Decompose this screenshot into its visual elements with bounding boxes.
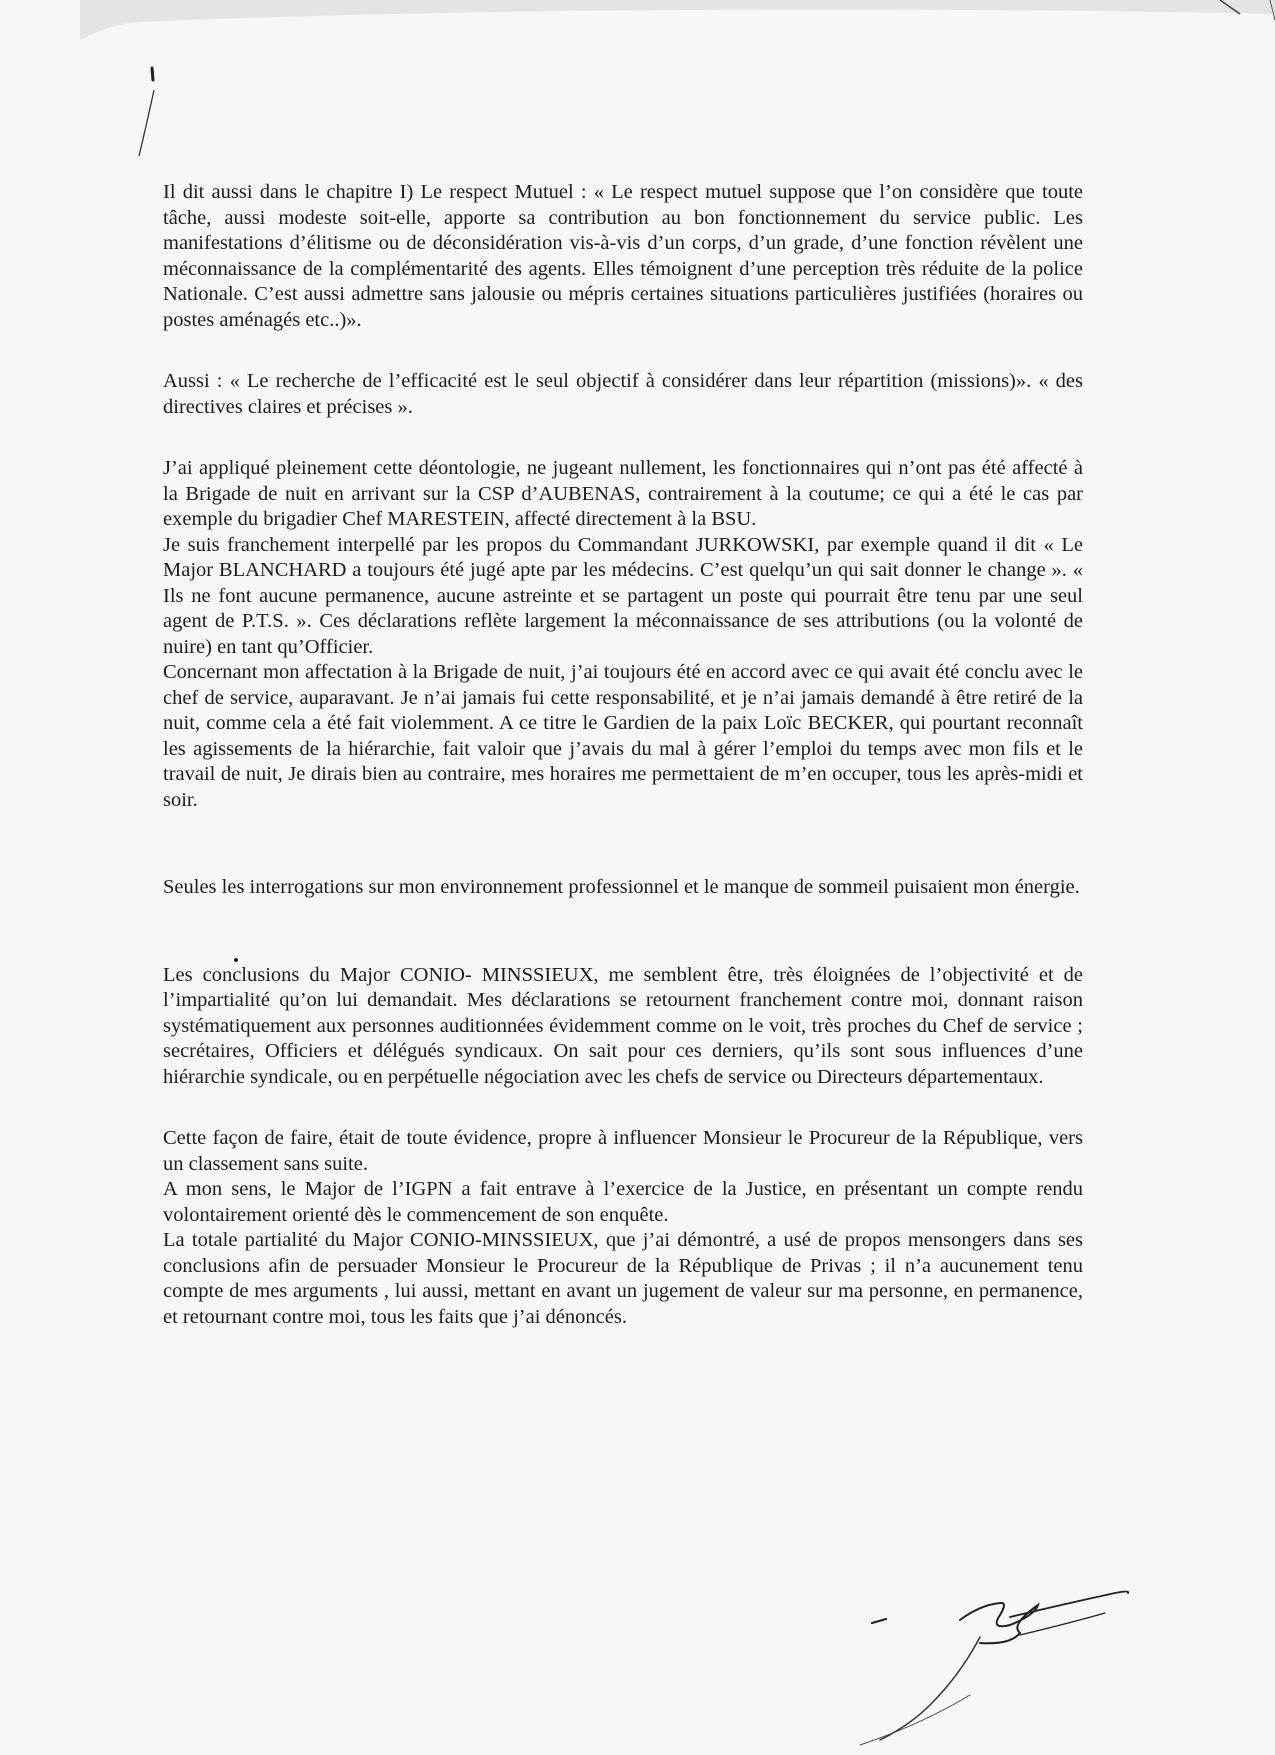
paragraph-interrogations: Seules les interrogations sur mon environnement professionnel et le manque de sommeil puisaient mon énergie.: [163, 876, 1080, 898]
paragraph-procureur: Cette façon de faire, était de toute évidence, propre à influencer Monsieur le Procureur de la République, vers un classement sans suite.: [163, 1127, 1083, 1175]
paragraph-aussi: Aussi : « Le recherche de l’efficacité est le seul objectif à considérer dans leur répartition (missions)». « des directives claires et précises ».: [163, 370, 1083, 418]
handwritten-signature: [860, 1575, 1170, 1750]
paragraph-igpn: A mon sens, le Major de l’IGPN a fait entrave à l’exercice de la Justice, en présentant un compte rendu volontairement orienté dès le commencement de son enquête.: [163, 1178, 1083, 1226]
paragraph-commandant: Je suis franchement interpellé par les propos du Commandant JURKOWSKI, par exemple quand il dit « Le Major BLANCHARD a toujours été jugé apte par les médecins. C’est quelqu’un qui sait donner le change ». « Ils ne font aucune permanence, aucune astreinte et se partagent un poste qui pourrait être tenu par une seul agent de P.T.S. ». Ces déclarations reflète largement la méconnaissance de ses attributions (ou la volonté de nuire) en tant qu’Officier.: [163, 533, 1083, 658]
paragraph-brigade-de-nuit: Concernant mon affectation à la Brigade de nuit, j’ai toujours été en accord avec ce qui avait été conclu avec le chef de service, auparavant. Je n’ai jamais fui cette responsabilité, et je n’ai jamais demandé à être retiré de la nuit, comme cela a été fait violemment. A ce titre le Gardien de la paix Loïc BECKER, qui pourtant reconnaît les agissements de la hiérarchie, fait valoir que j’avais du mal à gérer l’emploi du temps avec mon fils et le travail de nuit, Je dirais bien au contraire, mes horaires me permettaient de m’en occuper, tous les après-midi et soir.: [163, 661, 1083, 811]
stray-dot: [234, 958, 238, 962]
scan-edge-shadow: [80, 0, 1275, 70]
margin-pen-mark: [138, 58, 178, 158]
paragraph-partialite: La totale partialité du Major CONIO-MINSSIEUX, que j’ai démontré, a usé de propos mensongers dans ses conclusions afin de persuader Monsieur le Procureur de la République de Privas ; il n’a aucunement tenu compte de mes arguments , lui aussi, mettant en avant un jugement de valeur sur ma personne, en permanence, et retournant contre moi, tous les faits que j’ai dénoncés.: [163, 1229, 1083, 1328]
paragraph-conclusions: Les conclusions du Major CONIO- MINSSIEUX, me semblent être, très éloignées de l’objectivité et de l’impartialité qu’on lui demandait. Mes déclarations se retournent franchement contre moi, donnant raison systématiquement aux personnes auditionnées évidemment comme on le voit, très proches du Chef de service ; secrétaires, Officiers et délégués syndicaux. On sait pour ces derniers, qu’ils sont sous influences d’une hiérarchie syndicale, ou en perpétuelle négociation avec les chefs de service ou Directeurs départementaux.: [163, 963, 1083, 1088]
paragraph-respect-mutuel: Il dit aussi dans le chapitre I) Le respect Mutuel : « Le respect mutuel suppose que l’on considère que toute tâche, aussi modeste soit-elle, apporte sa contribution au bon fonctionnement du service public. Les manifestations d’élitisme ou de déconsidération vis-à-vis d’un corps, d’un grade, d’une fonction révèlent une méconnaissance de la complémentarité des agents. Elles témoignent d’une perception très réduite de la police Nationale. C’est aussi admettre sans jalousie ou mépris certaines situations particulières justifiées (horaires ou postes aménagés etc..)».: [163, 181, 1083, 331]
paragraph-deontologie: J’ai appliqué pleinement cette déontologie, ne jugeant nullement, les fonctionnaires qui n’ont pas été affecté à la Brigade de nuit en arrivant sur la CSP d’AUBENAS, contrairement à la coutume; ce qui a été le cas par exemple du brigadier Chef MARESTEIN, affecté directement à la BSU.: [163, 457, 1083, 530]
letter-body: [163, 180, 1083, 1330]
